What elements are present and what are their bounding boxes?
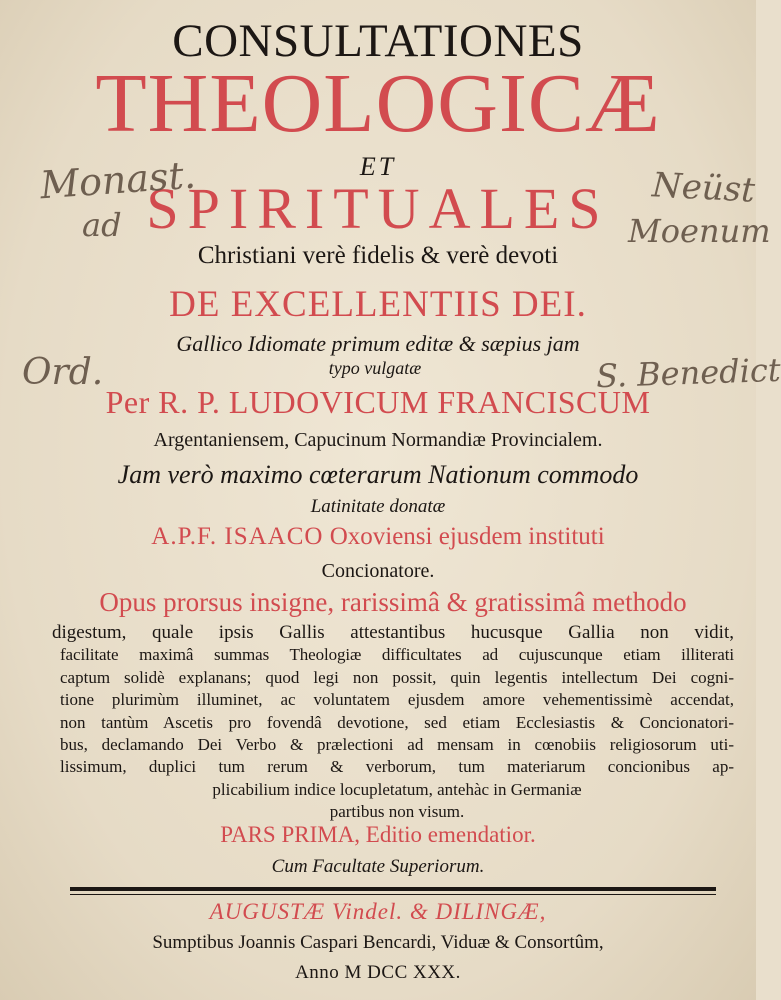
description-line: digestum, quale ipsis Gallis attestantibus hucusque Gallia non vidit, — [52, 622, 734, 643]
edition-note-1: Gallico Idiomate primum editæ & sæpius jam — [176, 331, 580, 356]
handwriting-neust: Neüst — [651, 165, 756, 211]
subject-heading: DE EXCELLENTIIS DEI. — [169, 284, 587, 325]
author-line: Per R. P. LUDOVICUM FRANCISCUM — [105, 384, 651, 420]
description-block — [52, 622, 734, 824]
translation-line-1: Jam verò maximo cœterarum Nationum commodo — [117, 460, 639, 489]
handwriting-moenum: Moenum — [628, 212, 771, 250]
part-line: PARS PRIMA, Editio emendatior. — [220, 822, 536, 847]
title-line-3: ET — [359, 152, 397, 181]
author-description: Argentaniensem, Capucinum Normandiæ Provincialem. — [153, 429, 603, 451]
title-line-1: CONSULTATIONES — [172, 15, 584, 67]
description-line: tione plurimùm illuminet, ac voluntatem ejusdem amore vehementissimè accendat, — [60, 690, 734, 710]
translator-line — [0, 523, 756, 551]
place-line: AUGUSTÆ Vindel. & DILINGÆ, — [209, 899, 547, 924]
opus-heading: Opus prorsus insigne, rarissimâ & gratissimâ methodo — [99, 587, 687, 617]
handwriting-ord: Ord. — [22, 352, 104, 393]
rule-thick — [70, 887, 716, 891]
title-line-4: SPIRITUALES — [146, 176, 610, 241]
handwriting-monast: Monast. — [38, 152, 198, 208]
handwriting-benedict: S. Benedict — [595, 350, 781, 396]
year-line: Anno M DCC XXX. — [295, 962, 461, 983]
description-line: bus, declamando Dei Verbo & prælectioni ad mensam in cœnobiis religiosorum uti- — [60, 735, 734, 755]
description-line: facilitate maximâ summas Theologiæ difficultates ad cujuscunque etiam illiterati — [60, 645, 734, 665]
publisher-line: Sumptibus Joannis Caspari Bencardi, Viduæ & Consortûm, — [152, 932, 604, 953]
title-line-2: THEOLOGICÆ — [95, 57, 661, 150]
subtitle: Christiani verè fidelis & verè devoti — [197, 242, 559, 269]
translator-name: A.P.F. ISAACO — [151, 523, 324, 550]
edition-note-2: typo vulgatæ — [328, 358, 422, 378]
permission-line: Cum Facultate Superiorum. — [271, 856, 485, 877]
description-line: captum solidè explanans; quod legi non possit, quin legentis intellectum Dei cogni- — [60, 667, 734, 687]
description-line: plicabilium indice locupletatum, antehàc in Germaniæ — [212, 779, 582, 799]
description-line: partibus non visum. — [329, 802, 465, 822]
translator-role: Concionatore. — [321, 560, 435, 582]
description-line: non tantùm Ascetis pro fovendâ devotione, sed etiam Ecclesiastis & Concionatori- — [60, 712, 734, 732]
translator-affiliation: Oxoviensi ejusdem instituti — [329, 523, 605, 550]
handwriting-ad: ad — [82, 206, 122, 244]
description-line: lissimum, duplici tum rerum & verborum, tum materiarum concionibus ap- — [60, 757, 734, 777]
rule-thin — [70, 894, 716, 895]
translation-line-2: Latinitate donatæ — [310, 496, 446, 517]
